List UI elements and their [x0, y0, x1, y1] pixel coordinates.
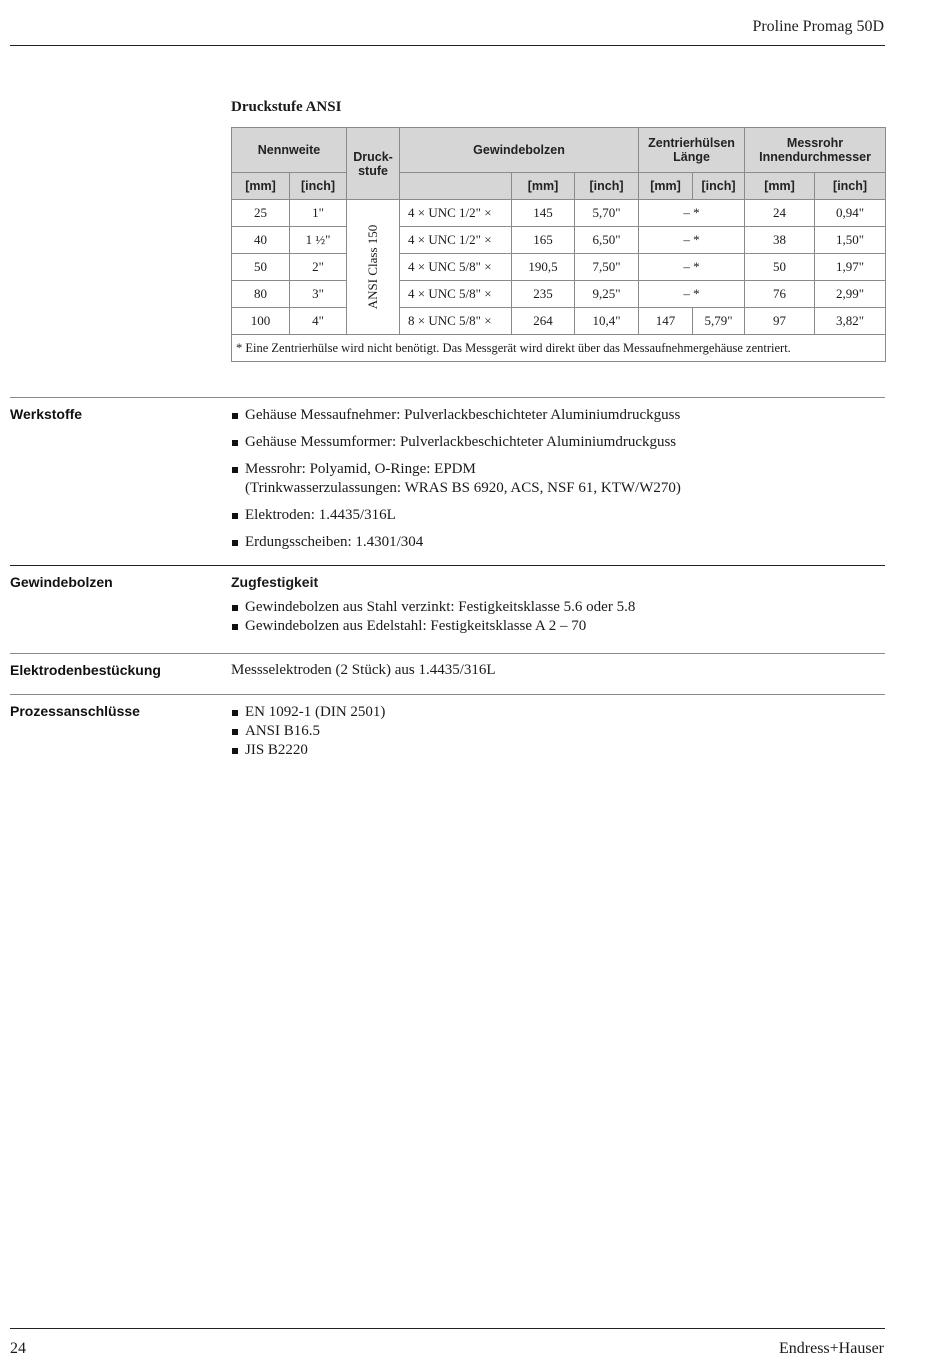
- unit-mr-inch: [inch]: [815, 173, 886, 200]
- cell-bolt: 4 × UNC 1/2" ×: [400, 227, 512, 254]
- list-item: Erdungsscheiben: 1.4301/304: [231, 533, 881, 552]
- section-body: [231, 574, 881, 636]
- table-row: [232, 308, 886, 335]
- list-item: JIS B2220: [231, 741, 881, 760]
- list-item: Gehäuse Messaufnehmer: Pulverlackbeschichteter Aluminiumdruckguss: [231, 406, 881, 425]
- footer-rule: [10, 1328, 885, 1329]
- table-row: [232, 200, 886, 227]
- list-item: Elektroden: 1.4435/316L: [231, 506, 881, 525]
- cell-nw-inch: 1 ½": [290, 227, 347, 254]
- cell-mr-mm: 76: [745, 281, 815, 308]
- cell-gb-mm: 145: [512, 200, 575, 227]
- list-item: ANSI B16.5: [231, 722, 881, 741]
- cell-nw-mm: 80: [232, 281, 290, 308]
- cell-zh: – *: [639, 227, 745, 254]
- cell-gb-mm: 235: [512, 281, 575, 308]
- col-nennweite: Nennweite: [232, 128, 347, 173]
- cell-nw-inch: 4": [290, 308, 347, 335]
- unit-gb-blank: [400, 173, 512, 200]
- cell-mr-inch: 1,50": [815, 227, 886, 254]
- cell-mr-inch: 3,82": [815, 308, 886, 335]
- cell-nw-inch: 3": [290, 281, 347, 308]
- unit-zh-inch: [inch]: [693, 173, 745, 200]
- cell-zh-inch: 5,79": [693, 308, 745, 335]
- list-item: Gewindebolzen aus Stahl verzinkt: Festigkeitsklasse 5.6 oder 5.8: [231, 598, 881, 617]
- unit-nw-inch: [inch]: [290, 173, 347, 200]
- section-label: Prozessanschlüsse: [10, 703, 140, 719]
- section-subheading: Zugfestigkeit: [231, 574, 319, 590]
- list-item: EN 1092-1 (DIN 2501): [231, 703, 881, 722]
- table-title: Druckstufe ANSI: [231, 99, 342, 115]
- list-item-line2: (Trinkwasserzulassungen: WRAS BS 6920, ACS, NSF 61, KTW/W270): [245, 480, 681, 496]
- unit-gb-mm: [mm]: [512, 173, 575, 200]
- col-druckstufe-line1: Druck-: [353, 149, 393, 164]
- section-label: Werkstoffe: [10, 406, 83, 422]
- cell-bolt: 4 × UNC 1/2" ×: [400, 200, 512, 227]
- connections-list: [231, 703, 881, 760]
- col-messrohr-line2: Innendurchmesser: [759, 150, 871, 164]
- druckstufe-value: ANSI Class 150: [365, 224, 381, 310]
- list-item: Gehäuse Messumformer: Pulverlackbeschichteter Aluminiumdruckguss: [231, 433, 881, 452]
- cell-druckstufe: [347, 200, 400, 335]
- cell-gb-inch: 9,25": [575, 281, 639, 308]
- materials-list: [231, 406, 881, 552]
- table-row: [232, 227, 886, 254]
- cell-bolt: 8 × UNC 5/8" ×: [400, 308, 512, 335]
- cell-bolt: 4 × UNC 5/8" ×: [400, 281, 512, 308]
- table-footnote: * Eine Zentrierhülse wird nicht benötigt. Das Messgerät wird direkt über das Messaufnehmergehäuse zentriert.: [232, 335, 886, 362]
- section-body: [231, 406, 881, 560]
- cell-gb-mm: 264: [512, 308, 575, 335]
- table-row: [232, 281, 886, 308]
- cell-nw-mm: 25: [232, 200, 290, 227]
- bolt-list: [231, 598, 881, 636]
- cell-gb-mm: 190,5: [512, 254, 575, 281]
- cell-mr-mm: 24: [745, 200, 815, 227]
- ansi-pressure-table: [231, 127, 886, 362]
- col-zentrier-line1: Zentrierhülsen: [648, 136, 735, 150]
- unit-nw-mm: [mm]: [232, 173, 290, 200]
- cell-nw-mm: 50: [232, 254, 290, 281]
- col-gewindebolzen: Gewindebolzen: [400, 128, 639, 173]
- section-label: Gewindebolzen: [10, 574, 113, 590]
- header-rule: [10, 45, 885, 46]
- brand-name: Endress+Hauser: [779, 1340, 884, 1357]
- cell-nw-mm: 40: [232, 227, 290, 254]
- cell-gb-inch: 10,4": [575, 308, 639, 335]
- col-zentrierhuelsen: [639, 128, 745, 173]
- cell-bolt: 4 × UNC 5/8" ×: [400, 254, 512, 281]
- list-item: Gewindebolzen aus Edelstahl: Festigkeitsklasse A 2 – 70: [231, 617, 881, 636]
- list-item-line1: Messrohr: Polyamid, O-Ringe: EPDM: [245, 461, 476, 477]
- cell-mr-inch: 2,99": [815, 281, 886, 308]
- cell-mr-inch: 1,97": [815, 254, 886, 281]
- col-messrohr: [745, 128, 886, 173]
- section-prozessanschluesse: [10, 694, 885, 758]
- unit-mr-mm: [mm]: [745, 173, 815, 200]
- cell-mr-inch: 0,94": [815, 200, 886, 227]
- section-label: Elektrodenbestückung: [10, 662, 161, 678]
- col-druckstufe-line2: stufe: [358, 163, 388, 178]
- page-header-title: Proline Promag 50D: [752, 18, 884, 35]
- section-body: [231, 703, 881, 760]
- cell-gb-mm: 165: [512, 227, 575, 254]
- cell-nw-inch: 2": [290, 254, 347, 281]
- col-zentrier-line2: Länge: [673, 150, 710, 164]
- cell-gb-inch: 5,70": [575, 200, 639, 227]
- cell-gb-inch: 6,50": [575, 227, 639, 254]
- cell-zh: – *: [639, 200, 745, 227]
- cell-mr-mm: 97: [745, 308, 815, 335]
- section-werkstoffe: [10, 397, 885, 550]
- cell-mr-mm: 50: [745, 254, 815, 281]
- section-gewindebolzen: [10, 565, 885, 634]
- table-row: [232, 254, 886, 281]
- list-item: [231, 460, 881, 498]
- cell-gb-inch: 7,50": [575, 254, 639, 281]
- cell-zh: – *: [639, 254, 745, 281]
- page-number: 24: [10, 1340, 26, 1357]
- cell-zh: – *: [639, 281, 745, 308]
- section-elektroden: [10, 653, 885, 678]
- col-druckstufe: [347, 128, 400, 200]
- col-messrohr-line1: Messrohr: [786, 136, 844, 150]
- cell-nw-inch: 1": [290, 200, 347, 227]
- unit-zh-mm: [mm]: [639, 173, 693, 200]
- cell-mr-mm: 38: [745, 227, 815, 254]
- cell-zh-mm: 147: [639, 308, 693, 335]
- cell-nw-mm: 100: [232, 308, 290, 335]
- unit-gb-inch: [inch]: [575, 173, 639, 200]
- section-text: Messselektroden (2 Stück) aus 1.4435/316L: [231, 662, 496, 678]
